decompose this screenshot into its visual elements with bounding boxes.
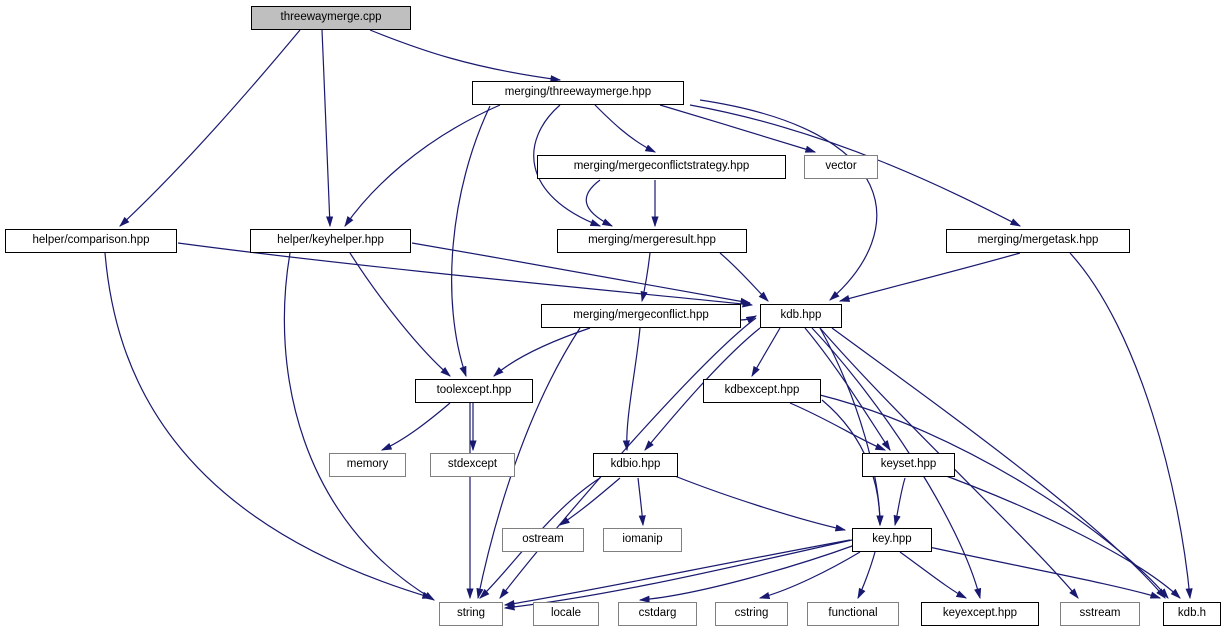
- node-label: stdexcept: [447, 458, 498, 471]
- node-locale[interactable]: [533, 602, 599, 626]
- node-label: merging/mergetask.hpp: [977, 234, 1099, 247]
- node-label: iomanip: [622, 533, 663, 546]
- node-label: helper/comparison.hpp: [32, 234, 150, 247]
- node-helper-comparison-hpp[interactable]: [5, 229, 177, 253]
- node-merging-mergetask-hpp[interactable]: [946, 229, 1130, 253]
- node-label: keyexcept.hpp: [942, 607, 1018, 620]
- node-sstream[interactable]: [1060, 602, 1140, 626]
- node-label: cstring: [734, 607, 769, 620]
- node-label: merging/mergeconflictstrategy.hpp: [573, 160, 750, 173]
- node-label: memory: [346, 458, 389, 471]
- node-threewaymerge-cpp[interactable]: [251, 6, 411, 30]
- node-kdbexcept-hpp[interactable]: [703, 379, 821, 403]
- node-merging-threewaymerge-hpp[interactable]: [472, 81, 684, 105]
- node-cstring[interactable]: [715, 602, 788, 626]
- node-ostream[interactable]: [502, 528, 584, 552]
- node-kdb-h[interactable]: [1163, 602, 1221, 626]
- node-label: toolexcept.hpp: [436, 384, 512, 397]
- node-merging-mergeresult-hpp[interactable]: [557, 229, 747, 253]
- node-label: vector: [825, 160, 857, 173]
- node-keyexcept-hpp[interactable]: [921, 602, 1039, 626]
- node-label: merging/mergeconflict.hpp: [573, 309, 709, 322]
- node-label: helper/keyhelper.hpp: [277, 234, 384, 247]
- node-helper-keyhelper-hpp[interactable]: [250, 229, 411, 253]
- node-label: merging/mergeresult.hpp: [588, 234, 716, 247]
- node-label: merging/threewaymerge.hpp: [504, 86, 652, 99]
- node-merging-mergeconflict-hpp[interactable]: [541, 304, 741, 328]
- node-label: key.hpp: [872, 533, 912, 546]
- node-label: functional: [828, 607, 878, 620]
- node-label: ostream: [522, 533, 564, 546]
- node-label: kdbexcept.hpp: [724, 384, 800, 397]
- node-toolexcept-hpp[interactable]: [415, 379, 533, 403]
- node-label: kdb.hpp: [780, 309, 822, 322]
- node-label: cstdarg: [638, 607, 677, 620]
- node-label: keyset.hpp: [880, 458, 937, 471]
- node-functional[interactable]: [807, 602, 899, 626]
- node-label: sstream: [1079, 607, 1121, 620]
- node-cstdarg[interactable]: [618, 602, 697, 626]
- node-key-hpp[interactable]: [852, 528, 932, 552]
- node-label: kdb.h: [1177, 607, 1207, 620]
- node-merging-mergeconflictstrategy-hpp[interactable]: [537, 155, 786, 179]
- node-stdexcept[interactable]: [430, 453, 515, 477]
- node-keyset-hpp[interactable]: [862, 453, 955, 477]
- node-kdb-hpp[interactable]: [760, 304, 842, 328]
- node-label: kdbio.hpp: [610, 458, 661, 471]
- node-label: threewaymerge.cpp: [280, 11, 382, 24]
- node-label: string: [456, 607, 486, 620]
- node-memory[interactable]: [329, 453, 406, 477]
- node-string[interactable]: [439, 602, 503, 626]
- node-kdbio-hpp[interactable]: [593, 453, 678, 477]
- node-vector[interactable]: [804, 155, 878, 179]
- node-label: locale: [550, 607, 582, 620]
- node-iomanip[interactable]: [603, 528, 682, 552]
